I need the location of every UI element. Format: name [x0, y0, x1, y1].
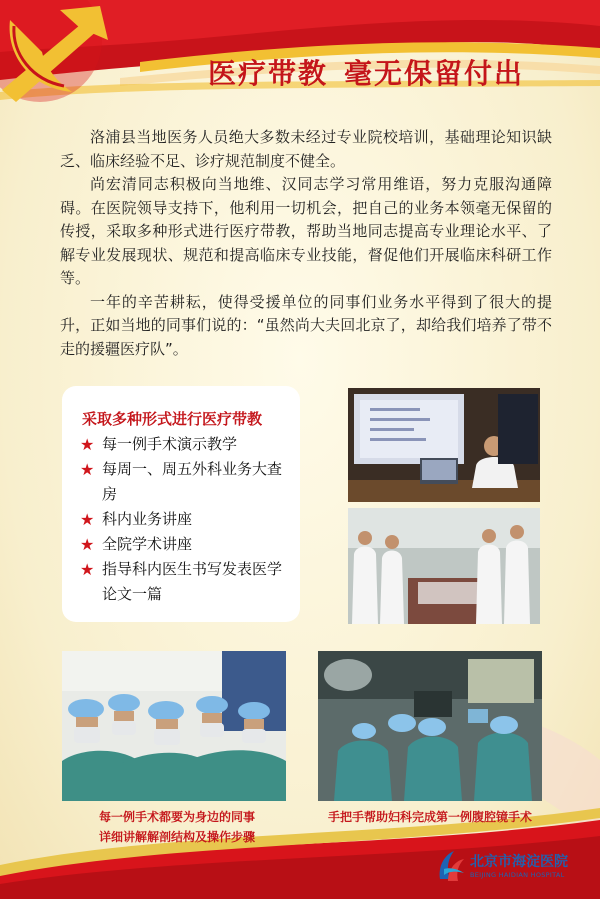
hospital-logo: [436, 849, 586, 887]
list-item: ★ 全院学术讲座: [80, 532, 292, 557]
star-icon: ★: [80, 560, 95, 579]
body-text: [60, 126, 552, 361]
list-item: ★ 每一例手术演示教学: [80, 432, 292, 457]
star-icon: ★: [80, 435, 95, 454]
photo-laparoscopic-surgery: [318, 651, 542, 801]
hospital-name-cn: 北京市海淀医院: [470, 854, 568, 870]
star-icon: ★: [80, 460, 95, 479]
party-emblem-icon: [0, 0, 140, 115]
page-title-part1: 医疗带教: [208, 57, 329, 90]
page-title: [208, 52, 524, 92]
list-item: ★ 指导科内医生书写发表医学论文一篇: [80, 557, 292, 607]
hospital-name-en: BEIJING HAIDIAN HOSPITAL: [470, 871, 565, 879]
list-item: ★ 科内业务讲座: [80, 507, 292, 532]
list-item: ★ 每周一、周五外科业务大查房: [80, 457, 292, 507]
caption-surgery-teaching: 每一例手术都要为身边的同事 详细讲解解剖结构及操作步骤: [98, 810, 255, 844]
paragraph-1: 洛浦县当地医务人员绝大多数未经过专业院校培训，基础理论知识缺乏、临床经验不足、诊疗规范制度不健全。: [60, 128, 552, 170]
paragraph-3: 一年的辛苦耕耘，使得受援单位的同事们业务水平得到了很大的提升，正如当地的同事们说的：“虽然尚大夫回北京了，却给我们培养了带不走的援疆医疗队”。: [60, 292, 552, 358]
photo-ward-round: [348, 508, 540, 624]
star-icon: ★: [80, 510, 95, 529]
page-title-part2: 毫无保留付出: [344, 57, 525, 90]
photo-lecture: [348, 388, 540, 502]
photo-surgery-teaching: [62, 651, 286, 801]
paragraph-2: 尚宏清同志积极向当地维、汉同志学习常用维语，努力克服沟通障碍。在医院领导支持下，他利用一切机会，把自己的业务本领毫无保留的传授，采取多种形式进行医疗带教，帮助当地同志提高专业理论水平、了解专业发展现状、规范和提高临床专业技能，督促他们开展临床科研工作等。: [60, 175, 552, 287]
measures-title: 采取多种形式进行医疗带教: [82, 410, 263, 428]
caption-laparoscopic: 手把手帮助妇科完成第一例腹腔镜手术: [327, 810, 532, 824]
star-icon: ★: [80, 535, 95, 554]
hospital-logo-icon: [436, 849, 466, 883]
measures-card: [62, 386, 300, 622]
measures-list: [80, 432, 292, 607]
